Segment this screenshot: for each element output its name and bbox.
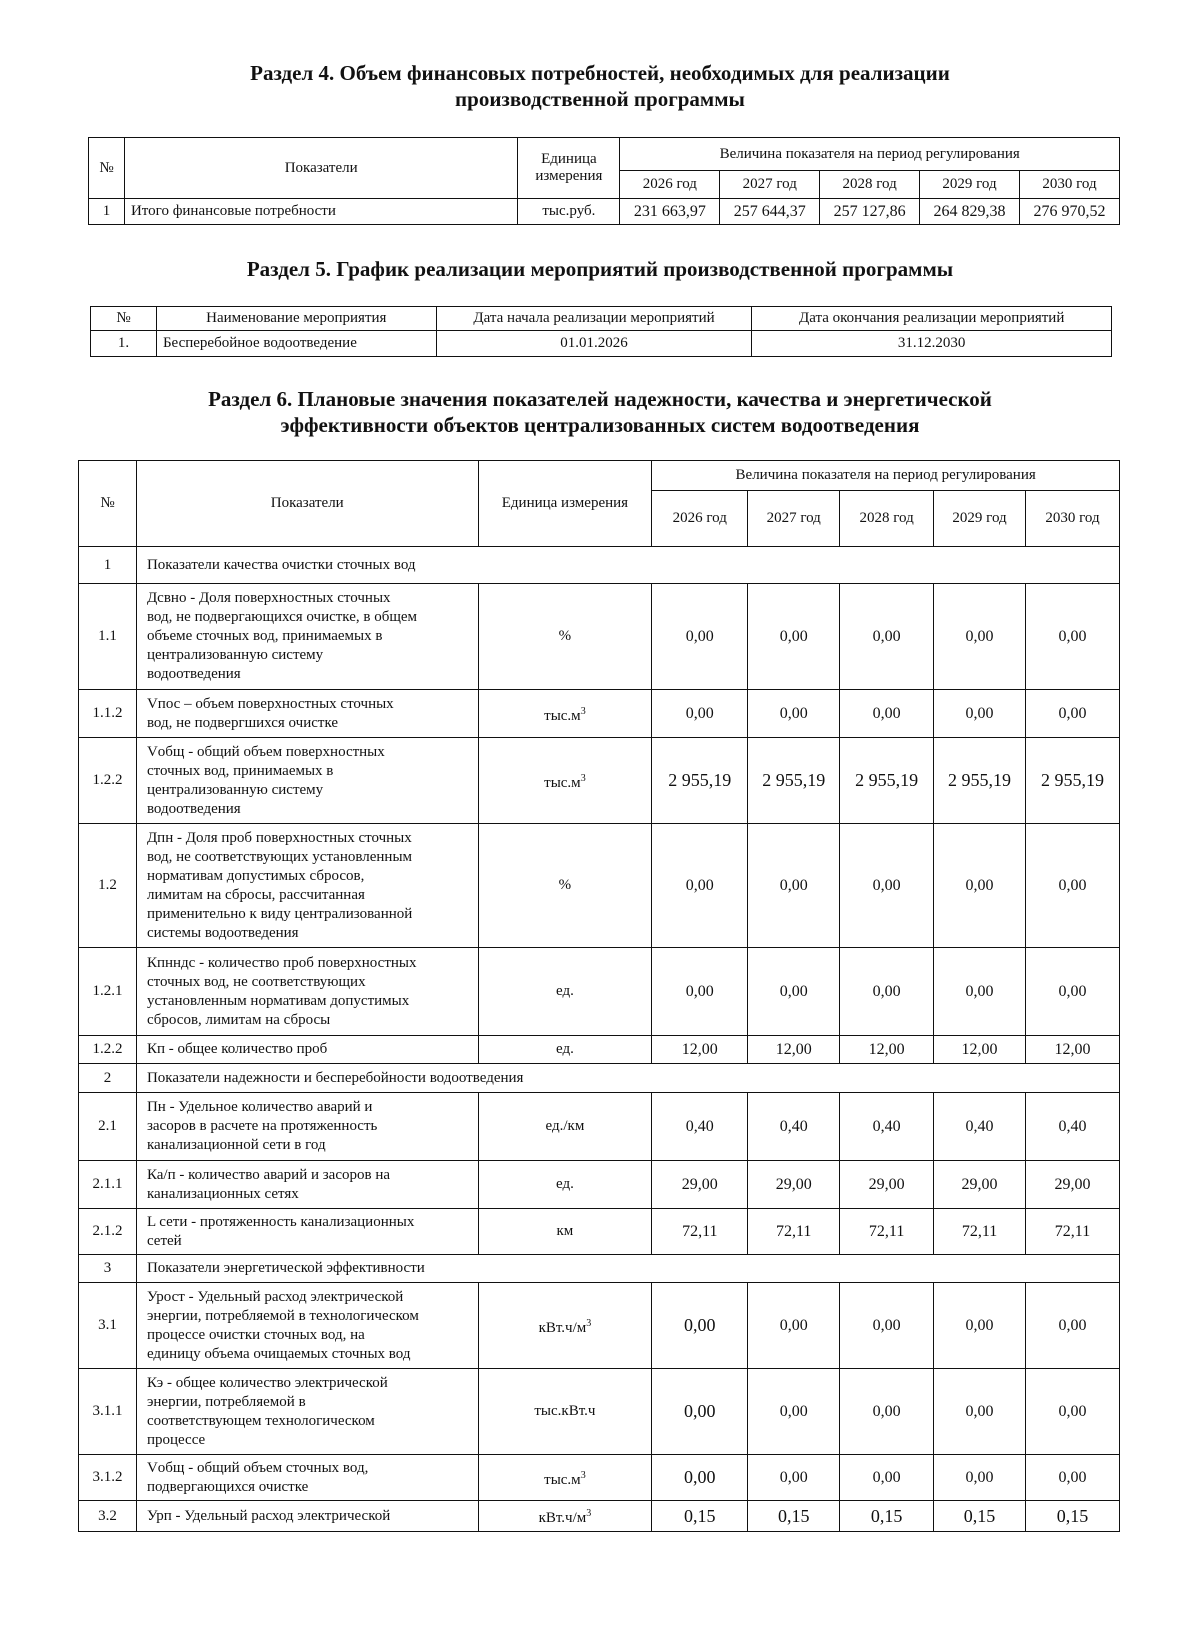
desc-line: единицу объема очищаемых сточных вод [146, 1345, 411, 1362]
row-no: 1.2.2 [79, 1036, 137, 1064]
s4-year: 2028 год [820, 171, 920, 199]
row-value: 0,00 [652, 824, 748, 948]
row-value: 0,00 [1026, 1283, 1120, 1369]
row-name: Итого финансовые потребности [124, 199, 517, 225]
row-no: 2.1 [79, 1093, 137, 1161]
row-value: 0,40 [652, 1093, 748, 1161]
desc-line: Кпнндс - количество проб поверхностных [146, 954, 417, 971]
row-description [136, 1455, 478, 1501]
row-unit: % [478, 584, 652, 690]
row-value: 0,15 [934, 1501, 1026, 1532]
row-value: 0,40 [748, 1093, 840, 1161]
row-value: 0,00 [1026, 824, 1120, 948]
row-no: 1. [91, 331, 157, 357]
section4-title-line2: производственной программы [455, 87, 745, 111]
desc-line: вод, не соответствующих установленным [146, 848, 413, 865]
s6-year: 2026 год [652, 491, 748, 547]
row-description [136, 948, 478, 1036]
row-value: 12,00 [652, 1036, 748, 1064]
desc-line: подвергающихся очистке [146, 1478, 309, 1495]
row-value: 29,00 [840, 1161, 934, 1209]
table-row [79, 948, 1120, 1036]
table-row [79, 1501, 1120, 1532]
group-row [79, 1255, 1120, 1283]
row-value: 0,40 [934, 1093, 1026, 1161]
row-value: 0,00 [748, 1455, 840, 1501]
row-unit: ед. [478, 1036, 652, 1064]
row-value: 29,00 [652, 1161, 748, 1209]
desc-line: L сети - протяженность канализационных [146, 1213, 415, 1230]
desc-line: нормативам допустимых сбросов, [146, 867, 365, 884]
row-value: 257 127,86 [820, 199, 920, 225]
table-row [91, 331, 1112, 357]
row-value: 12,00 [840, 1036, 934, 1064]
row-value: 0,00 [652, 1369, 748, 1455]
group-name: Показатели энергетической эффективности [136, 1255, 1119, 1283]
s4-year: 2027 год [720, 171, 820, 199]
s4-hdr-no: № [89, 138, 125, 199]
s6-year: 2028 год [840, 491, 934, 547]
section6-table [78, 460, 1120, 1532]
desc-line: энергии, потребляемой в технологическом [146, 1307, 419, 1324]
desc-line: объеме сточных вод, принимаемых в [146, 628, 383, 644]
row-value: 0,15 [652, 1501, 748, 1532]
desc-line: соответствующем технологическом [146, 1412, 375, 1429]
row-value: 0,00 [934, 948, 1026, 1036]
table-row [89, 199, 1120, 225]
row-value: 0,00 [934, 1283, 1026, 1369]
row-value: 0,00 [748, 584, 840, 690]
row-value: 0,00 [840, 1369, 934, 1455]
row-value: 29,00 [748, 1161, 840, 1209]
table-row [79, 1455, 1120, 1501]
desc-line: сточных вод, принимаемых в [146, 762, 334, 779]
row-description [136, 1369, 478, 1455]
row-value: 72,11 [1026, 1209, 1120, 1255]
row-value: 0,00 [1026, 1455, 1120, 1501]
row-value: 0,00 [934, 690, 1026, 738]
row-no: 3.1 [79, 1283, 137, 1369]
row-description [136, 690, 478, 738]
group-no: 3 [79, 1255, 137, 1283]
s6-year: 2027 год [748, 491, 840, 547]
section6-title-line1: Раздел 6. Плановые значения показателей надежности, качества и энергетической [208, 387, 992, 411]
group-name: Показатели качества очистки сточных вод [136, 547, 1119, 584]
row-unit: тыс.кВт.ч [478, 1369, 652, 1455]
section4-table [88, 137, 1120, 225]
row-value: 29,00 [934, 1161, 1026, 1209]
desc-line: лимитам на сбросы, рассчитанная [146, 886, 365, 903]
row-value: 2 955,19 [934, 738, 1026, 824]
row-description [136, 584, 478, 690]
desc-line: Пн - Удельное количество аварий и [146, 1099, 373, 1115]
desc-line: Vобщ - общий объем сточных вод, [146, 1459, 369, 1476]
s4-year: 2026 год [620, 171, 720, 199]
row-value: 0,00 [840, 690, 934, 738]
table-row [79, 1093, 1120, 1161]
group-no: 2 [79, 1064, 137, 1093]
desc-line: вод, не подвергающихся очистке, в общем [146, 609, 418, 625]
row-description [136, 1501, 478, 1532]
desc-line: Кэ - общее количество электрической [146, 1374, 388, 1391]
desc-line: сточных вод, не соответствующих [146, 973, 366, 990]
row-unit: $тыс.м^3$ [478, 738, 652, 824]
group-name: Показатели надежности и бесперебойности водоотведения [136, 1064, 1119, 1093]
row-value: 2 955,19 [840, 738, 934, 824]
section5-table [90, 306, 1112, 357]
desc-line: канализационных сетях [146, 1185, 299, 1202]
row-value: 0,00 [934, 1455, 1026, 1501]
row-value: 0,40 [1026, 1093, 1120, 1161]
s5-hdr-no: № [91, 307, 157, 331]
table-row [79, 1209, 1120, 1255]
desc-line: энергии, потребляемой в [146, 1393, 306, 1410]
row-unit: ед. [478, 948, 652, 1036]
group-row [79, 1064, 1120, 1093]
row-value: 0,00 [748, 1369, 840, 1455]
row-value: 0,15 [1026, 1501, 1120, 1532]
desc-line: процессе [146, 1431, 206, 1448]
row-end-date: 31.12.2030 [752, 331, 1112, 357]
row-value: 276 970,52 [1019, 199, 1119, 225]
desc-line: Урп - Удельный расход электрической [146, 1507, 391, 1524]
s4-hdr-period: Величина показателя на период регулирования [620, 138, 1120, 171]
row-value: 264 829,38 [920, 199, 1020, 225]
desc-line: Урост - Удельный расход электрической [146, 1288, 404, 1305]
row-description [136, 1209, 478, 1255]
row-no: 3.2 [79, 1501, 137, 1532]
s5-hdr-end: Дата окончания реализации мероприятий [752, 307, 1112, 331]
row-value: 2 955,19 [1026, 738, 1120, 824]
row-value: 257 644,37 [720, 199, 820, 225]
s6-hdr-indicators: Показатели [136, 461, 478, 547]
row-description [136, 1283, 478, 1369]
s6-hdr-unit: Единица измерения [478, 461, 652, 547]
row-value: 72,11 [652, 1209, 748, 1255]
row-value: 12,00 [934, 1036, 1026, 1064]
row-description [136, 1036, 478, 1064]
s5-hdr-name: Наименование мероприятия [156, 307, 436, 331]
row-value: 0,15 [840, 1501, 934, 1532]
group-no: 1 [79, 547, 137, 584]
row-value: 12,00 [1026, 1036, 1120, 1064]
row-value: 12,00 [748, 1036, 840, 1064]
s6-hdr-period: Величина показателя на период регулирования [652, 461, 1120, 491]
row-value: 0,00 [748, 690, 840, 738]
row-unit: $кВт.ч/м^3$ [478, 1283, 652, 1369]
row-value: 0,00 [748, 948, 840, 1036]
row-value: 0,00 [1026, 584, 1120, 690]
row-description [136, 738, 478, 824]
row-description [136, 1161, 478, 1209]
section6-title-line2: эффективности объектов централизованных систем водоотведения [280, 413, 920, 437]
row-no: 1.2 [79, 824, 137, 948]
row-description [136, 824, 478, 948]
s4-year: 2029 год [920, 171, 1020, 199]
row-description [136, 1093, 478, 1161]
row-value: 72,11 [840, 1209, 934, 1255]
row-value: 0,00 [748, 1283, 840, 1369]
desc-line: сетей [146, 1232, 182, 1249]
row-no: 2.1.1 [79, 1161, 137, 1209]
row-unit: км [478, 1209, 652, 1255]
table-row [79, 690, 1120, 738]
desc-line: Дсвно - Доля поверхностных сточных [146, 590, 391, 606]
section4-title [0, 60, 1200, 112]
s5-hdr-start: Дата начала реализации мероприятий [436, 307, 752, 331]
s4-hdr-indicators: Показатели [124, 138, 517, 199]
desc-line: засоров в расчете на протяженность [146, 1118, 378, 1134]
row-value: 0,00 [840, 1455, 934, 1501]
row-value: 0,00 [840, 584, 934, 690]
s6-hdr-no: № [79, 461, 137, 547]
desc-line: системы водоотведения [146, 924, 299, 941]
table-row [79, 1036, 1120, 1064]
s4-year: 2030 год [1019, 171, 1119, 199]
desc-line: водоотведения [146, 800, 241, 817]
row-value: 0,00 [840, 824, 934, 948]
table-row [79, 1161, 1120, 1209]
row-start-date: 01.01.2026 [436, 331, 752, 357]
row-unit: $тыс.м^3$ [478, 1455, 652, 1501]
row-no: 2.1.2 [79, 1209, 137, 1255]
row-value: 0,00 [840, 948, 934, 1036]
row-value: 2 955,19 [748, 738, 840, 824]
row-value: 0,00 [934, 824, 1026, 948]
desc-line: Кп - общее количество проб [146, 1041, 328, 1057]
row-value: 0,00 [748, 824, 840, 948]
group-row [79, 547, 1120, 584]
desc-line: водоотведения [146, 666, 241, 682]
row-value: 2 955,19 [652, 738, 748, 824]
row-value: 0,00 [652, 1455, 748, 1501]
desc-line: Vпос – объем поверхностных сточных [146, 695, 394, 712]
table-row [79, 824, 1120, 948]
row-no: 1 [89, 199, 125, 225]
desc-line: Vобщ - общий объем поверхностных [146, 743, 385, 760]
row-value: 0,00 [840, 1283, 934, 1369]
s4-hdr-unit: Единица измерения [518, 138, 620, 199]
row-value: 0,00 [652, 584, 748, 690]
table-row [79, 1283, 1120, 1369]
row-value: 0,15 [748, 1501, 840, 1532]
desc-line: применительно к виду централизованной [146, 905, 413, 922]
row-unit: тыс.руб. [518, 199, 620, 225]
row-no: 1.2.1 [79, 948, 137, 1036]
row-no: 3.1.1 [79, 1369, 137, 1455]
row-no: 3.1.2 [79, 1455, 137, 1501]
row-value: 0,00 [652, 1283, 748, 1369]
row-no: 1.1 [79, 584, 137, 690]
desc-line: сбросов, лимитам на сбросы [146, 1011, 331, 1028]
row-name: Бесперебойное водоотведение [156, 331, 436, 357]
row-value: 0,00 [1026, 948, 1120, 1036]
desc-line: централизованную систему [146, 647, 324, 663]
row-value: 0,40 [840, 1093, 934, 1161]
section5-title: Раздел 5. График реализации мероприятий производственной программы [246, 257, 954, 281]
row-value: 0,00 [934, 584, 1026, 690]
row-value: 0,00 [1026, 1369, 1120, 1455]
row-unit: $тыс.м^3$ [478, 690, 652, 738]
row-value: 72,11 [934, 1209, 1026, 1255]
section4-title-line1: Раздел 4. Объем финансовых потребностей, необходимых для реализации [250, 61, 950, 85]
section6-title [0, 386, 1200, 438]
row-value: 0,00 [652, 948, 748, 1036]
row-unit: ед. [478, 1161, 652, 1209]
desc-line: централизованную систему [146, 781, 324, 798]
row-value: 0,00 [934, 1369, 1026, 1455]
row-unit: % [478, 824, 652, 948]
s6-year: 2029 год [934, 491, 1026, 547]
row-value: 231 663,97 [620, 199, 720, 225]
row-value: 0,00 [652, 690, 748, 738]
row-value: 29,00 [1026, 1161, 1120, 1209]
row-value: 72,11 [748, 1209, 840, 1255]
desc-line: канализационной сети в год [146, 1137, 326, 1153]
table-row [79, 584, 1120, 690]
desc-line: Дпн - Доля проб поверхностных сточных [146, 829, 412, 846]
row-unit: $кВт.ч/м^3$ [478, 1501, 652, 1532]
row-no: 1.1.2 [79, 690, 137, 738]
s6-year: 2030 год [1026, 491, 1120, 547]
desc-line: Ка/п - количество аварий и засоров на [146, 1166, 391, 1183]
desc-line: установленным нормативам допустимых [146, 992, 410, 1009]
table-row [79, 738, 1120, 824]
row-no: 1.2.2 [79, 738, 137, 824]
desc-line: процессе очистки сточных вод, на [146, 1326, 365, 1343]
table-row [79, 1369, 1120, 1455]
row-unit: ед./км [478, 1093, 652, 1161]
desc-line: вод, не подвергшихся очистке [146, 714, 339, 731]
row-value: 0,00 [1026, 690, 1120, 738]
